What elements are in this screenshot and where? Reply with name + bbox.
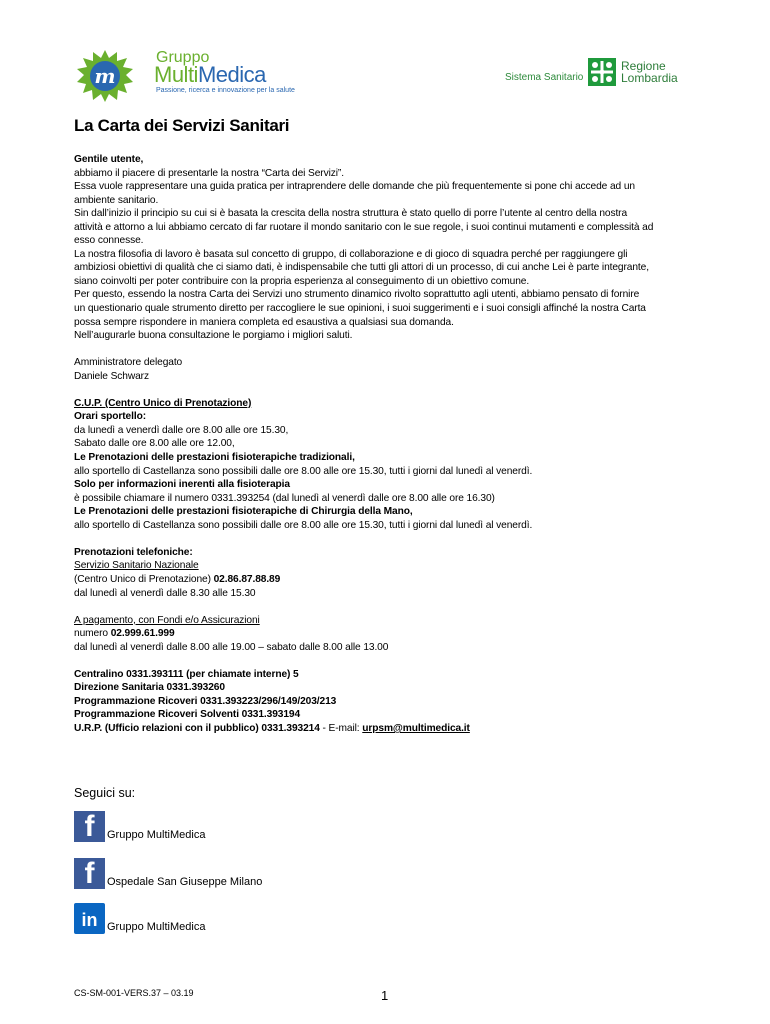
ssn-number: 02.86.87.88.89 (213, 573, 281, 585)
pagamento-label: A pagamento, con Fondi e/o Assicurazioni (74, 614, 260, 626)
logo-multimedica-text: MultiMedica (154, 62, 266, 87)
centralino: Centralino 0331.393111 (per chiamate interne) 5 (74, 668, 299, 680)
programmazione-ricoveri: Programmazione Ricoveri 0331.393223/296/149/203/213 (74, 695, 337, 707)
intro-line: Essa vuole rappresentare una guida pratica per intraprendere delle domande che più frequentemente si pone chi accede ad un (74, 181, 635, 193)
seguici-heading: Seguici su: (74, 786, 136, 800)
regione-lombardia-text: Regione Lombardia (621, 59, 678, 85)
fisio-text: allo sportello di Castellanza sono possibili dalle ore 8.00 alle ore 15.30, tutti i giorni dal lunedì al venerdì. (74, 465, 533, 477)
document-body (74, 153, 700, 736)
pagamento-number-line: numero 02.999.61.999 (74, 628, 175, 640)
document-code: CS-SM-001-VERS.37 – 03.19 (74, 988, 194, 998)
signature-name: Daniele Schwarz (74, 370, 149, 382)
ssn-number-line: (Centro Unico di Prenotazione) 02.86.87.88.89 (74, 573, 281, 585)
regione-lombardia-logo (505, 58, 705, 90)
facebook-icon: f (74, 858, 105, 889)
intro-line: Sin dall’inizio il principio su cui si è basata la crescita della nostra struttura è stato quello di porre l’utente al centro della nostra (74, 208, 628, 220)
fisio-label: Le Prenotazioni delle prestazioni fisioterapiche tradizionali, (74, 452, 355, 464)
telefoniche-heading: Prenotazioni telefoniche: (74, 546, 193, 558)
urp-line: U.R.P. (Ufficio relazioni con il pubblico) 0331.393214 - E-mail: urpsm@multimedica.it (74, 722, 470, 734)
pagamento-hours: dal lunedì al venerdì dalle 8.00 alle 19.00 – sabato dalle 8.00 alle 13.00 (74, 641, 389, 653)
linkedin-icon: in (74, 903, 105, 934)
logo-gruppo-text: Gruppo (156, 49, 210, 66)
page-number: 1 (381, 988, 389, 1003)
orari-label: Orari sportello: (74, 411, 146, 423)
intro-line: un questionario quale strumento diretto per raccogliere le sue opinioni, i suoi suggerimenti e i suoi consigli affinché la nostra Carta (74, 303, 646, 315)
email-link[interactable]: urpsm@multimedica.it (362, 722, 470, 734)
orari-saturday: Sabato dalle ore 8.00 alle ore 12.00, (74, 438, 235, 450)
intro-line: siano coinvolti per poter contribuire con la propria esperienza al conseguimento di un obiettivo comune. (74, 275, 530, 287)
direzione-sanitaria: Direzione Sanitaria 0331.393260 (74, 682, 225, 694)
page-title: La Carta dei Servizi Sanitari (74, 116, 290, 135)
mano-label: Le Prenotazioni delle prestazioni fisioterapiche di Chirurgia della Mano, (74, 506, 413, 518)
ssn-label: Servizio Sanitario Nazionale (74, 560, 199, 572)
intro-line: Nell’augurarle buona consultazione le porgiamo i migliori saluti. (74, 330, 353, 342)
cup-heading: C.U.P. (Centro Unico di Prenotazione) (74, 397, 252, 409)
lombardia-rose-icon (588, 58, 616, 86)
sistema-sanitario-text: Sistema Sanitario (505, 72, 584, 83)
intro-line: ambiente sanitario. (74, 194, 159, 206)
programmazione-solventi: Programmazione Ricoveri Solventi 0331.393194 (74, 709, 301, 721)
intro-line: ambiziosi obiettivi di qualità che ci siamo dati, è indispensabile che tutti gli attori di un processo, di cui anche Lei è parte integrante, (74, 262, 649, 274)
social-link-facebook-multimedica[interactable] (74, 810, 205, 842)
svg-text:m: m (94, 64, 116, 88)
orari-weekdays: da lunedì a venerdì dalle ore 8.00 alle ore 15.30, (74, 424, 289, 436)
greeting: Gentile utente, (74, 154, 144, 165)
social-label: Ospedale San Giuseppe Milano (107, 876, 263, 888)
social-label: Gruppo MultiMedica (107, 829, 206, 841)
multimedica-logo-mark (74, 48, 136, 104)
intro-line: Per questo, essendo la nostra Carta dei Servizi uno strumento dinamico rivolto soprattutto agli utenti, abbiamo pensato di fornire (74, 289, 640, 301)
pagamento-number: 02.999.61.999 (110, 628, 175, 640)
intro-line: La nostra filosofia di lavoro è basata sul concetto di gruppo, di collaborazione e di gioco di squadra perché per raggiungere gli (74, 248, 628, 260)
social-label: Gruppo MultiMedica (107, 921, 206, 933)
signature-role: Amministratore delegato (74, 357, 183, 369)
intro-line: possa sempre rispondere in maniera completa ed esaustiva a qualsiasi sua domanda. (74, 316, 454, 328)
info-text: è possibile chiamare il numero 0331.393254 (dal lunedì al venerdì dalle ore 8.00 alle ore 16.30) (74, 492, 495, 504)
intro-line: attività e attorno a lui abbiamo cercato di far ruotare il mondo sanitario con le sue regole, i suoi continui mutamenti e complessità ad (74, 221, 654, 233)
social-link-linkedin-multimedica[interactable] (74, 902, 205, 934)
info-label: Solo per informazioni inerenti alla fisioterapia (74, 479, 290, 491)
intro-line: esso connesse. (74, 235, 144, 247)
facebook-icon: f (74, 811, 105, 842)
ssn-hours: dal lunedì al venerdì dalle 8.30 alle 15.30 (74, 587, 256, 599)
mano-text: allo sportello di Castellanza sono possibili dalle ore 8.00 alle ore 15.30, tutti i giorni dal lunedì al venerdì. (74, 519, 533, 531)
logo-tagline: Passione, ricerca e innovazione per la salute (156, 87, 295, 94)
multimedica-logo (74, 44, 294, 106)
intro-line: abbiamo il piacere di presentarle la nostra “Carta dei Servizi”. (74, 167, 344, 179)
social-link-facebook-san-giuseppe[interactable] (74, 857, 262, 889)
